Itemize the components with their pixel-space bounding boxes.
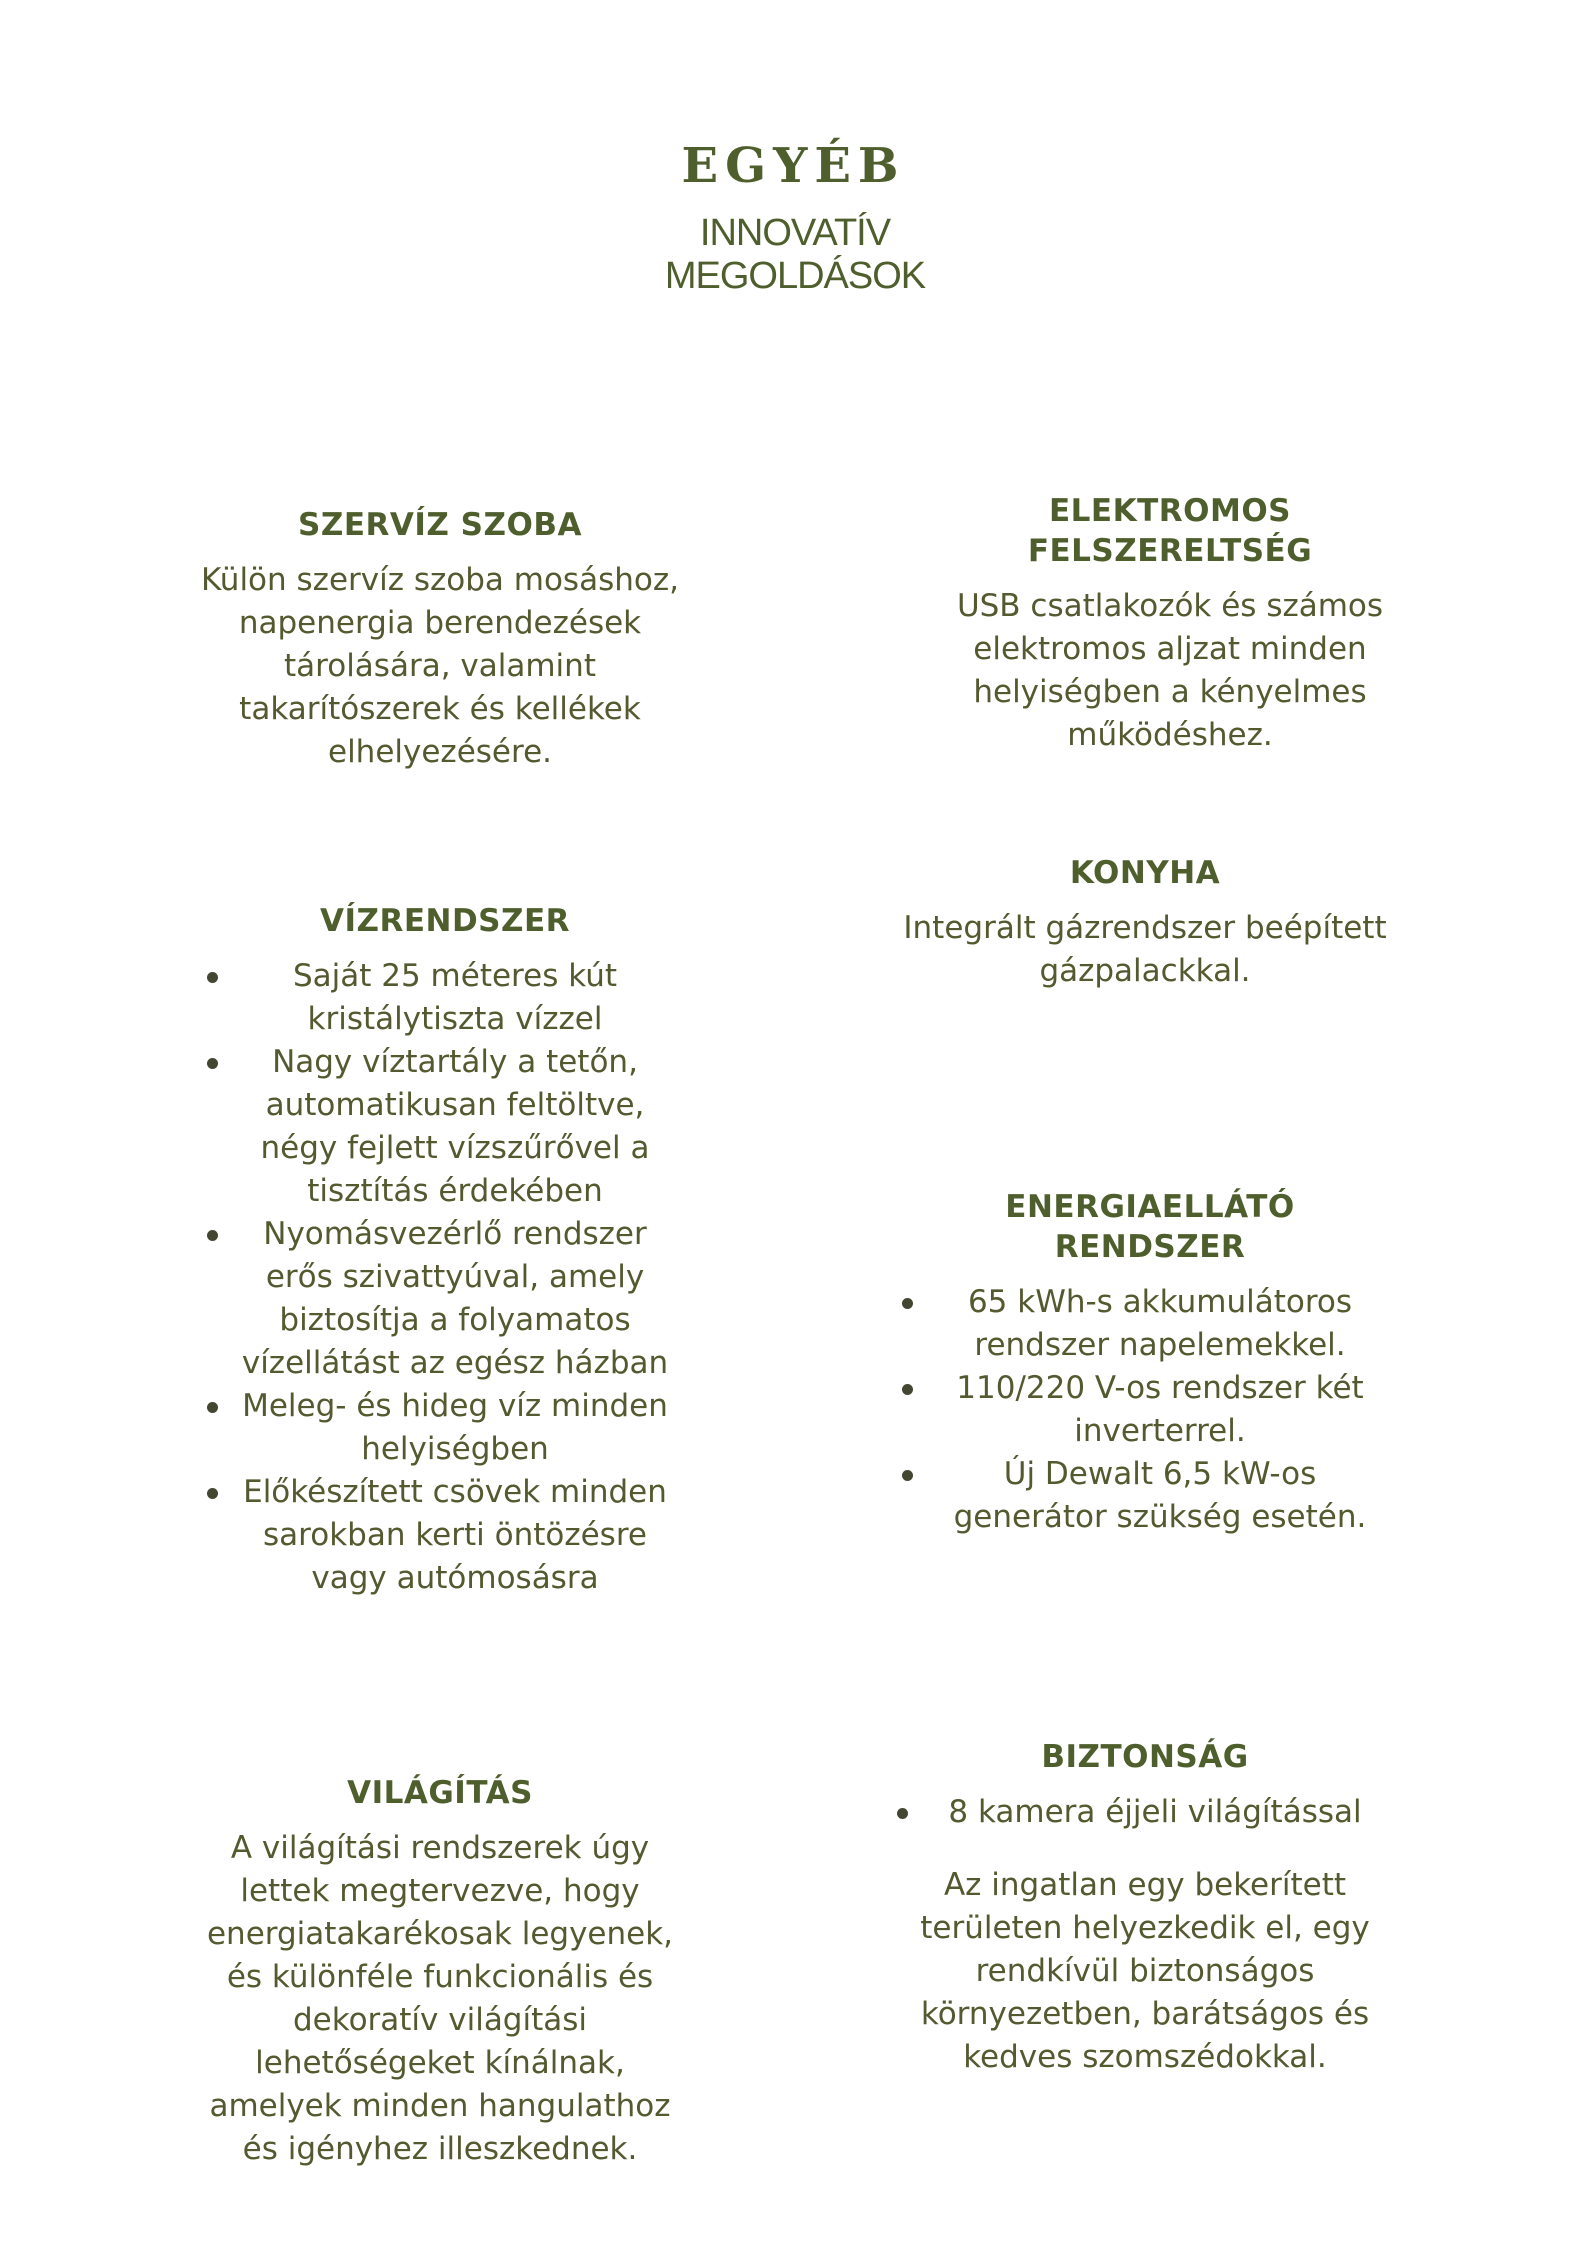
list-item: Új Dewalt 6,5 kW-os generátor szükség esetén. bbox=[905, 1453, 1395, 1539]
section-vizrendszer bbox=[210, 901, 680, 1600]
bullet-list bbox=[210, 955, 680, 1600]
section-title: KONYHA bbox=[1069, 855, 1221, 891]
section-title: ELEKTROMOS FELSZERELTSÉG bbox=[1027, 493, 1313, 569]
list-item: 65 kWh-s akkumulátoros rendszer napelemekkel. bbox=[905, 1281, 1395, 1367]
section-title: VILÁGÍTÁS bbox=[347, 1775, 533, 1811]
list-item: 110/220 V-os rendszer két inverterrel. bbox=[905, 1367, 1395, 1453]
bullet-list bbox=[900, 1791, 1390, 1834]
list-item: Meleg- és hideg víz minden helyiségben bbox=[210, 1385, 680, 1471]
section-body: USB csatlakozók és számos elektromos aljzat minden helyiségben a kényelmes működéshez. bbox=[956, 588, 1384, 753]
section-elektromos-felszereltseg bbox=[915, 491, 1425, 757]
section-title: ENERGIAELLÁTÓ RENDSZER bbox=[1005, 1189, 1295, 1265]
list-item: Saját 25 méteres kút kristálytiszta vízzel bbox=[210, 955, 680, 1041]
section-konyha bbox=[900, 853, 1390, 993]
section-body: Az ingatlan egy bekerített területen helyezkedik el, egy rendkívül biztonságos környezetben, barátságos és kedves szomszédokkal. bbox=[920, 1867, 1370, 2075]
section-vilagitas bbox=[195, 1773, 685, 2171]
bullet-list bbox=[905, 1281, 1395, 1539]
section-title: BIZTONSÁG bbox=[1041, 1739, 1249, 1775]
page-title: EGYÉB bbox=[681, 138, 906, 194]
list-item: Előkészített csövek minden sarokban kerti öntözésre vagy autómosásra bbox=[210, 1471, 680, 1600]
section-body: A világítási rendszerek úgy lettek megtervezve, hogy energiatakarékosak legyenek, és különféle funkcionális és dekoratív világítási lehetőségeket kínálnak, amelyek minden hangulathoz és igényhez illeszkednek. bbox=[206, 1830, 674, 2167]
section-biztonsag bbox=[900, 1737, 1390, 2079]
section-szerviz-szoba bbox=[195, 505, 685, 774]
list-item: Nagy víztartály a tetőn, automatikusan feltöltve, négy fejlett vízszűrővel a tisztítás érdekében bbox=[210, 1041, 680, 1213]
section-energiaellato-rendszer bbox=[905, 1187, 1395, 1539]
section-title: SZERVÍZ SZOBA bbox=[298, 507, 582, 543]
section-body: Integrált gázrendszer beépített gázpalackkal. bbox=[903, 910, 1387, 989]
list-item: Nyomásvezérlő rendszer erős szivattyúval, amely biztosítja a folyamatos vízellátást az egész házban bbox=[210, 1213, 680, 1385]
list-item: 8 kamera éjjeli világítással bbox=[900, 1791, 1390, 1834]
page-subtitle: INNOVATÍV MEGOLDÁSOK bbox=[664, 212, 926, 297]
section-title: VÍZRENDSZER bbox=[319, 903, 571, 939]
section-body: Külön szervíz szoba mosáshoz, napenergia berendezések tárolására, valamint takarítószerek és kellékek elhelyezésére. bbox=[201, 562, 679, 770]
